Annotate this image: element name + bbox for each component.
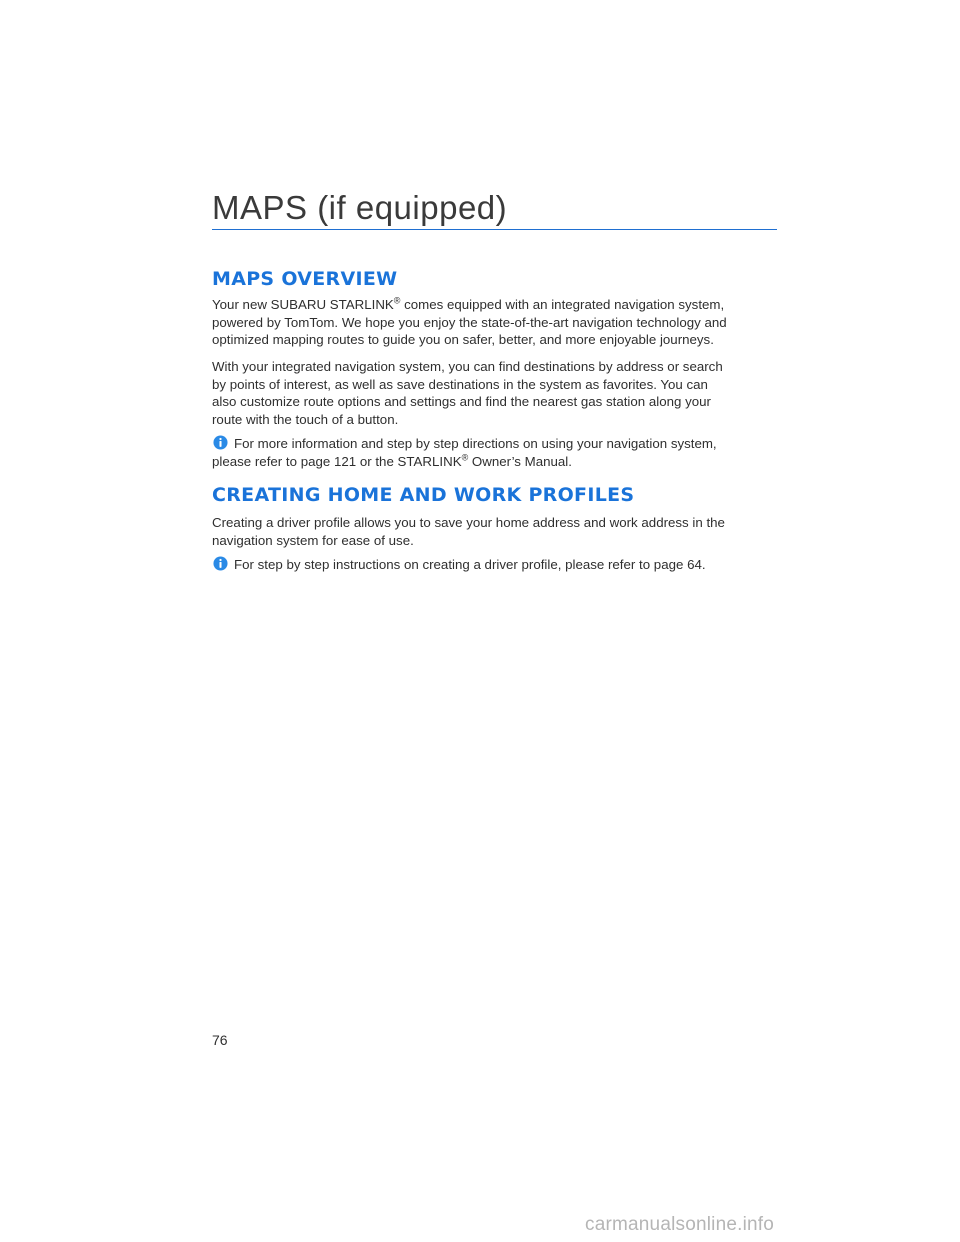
- paragraph-features: With your integrated navigation system, you can find destinations by address or search by points of interest, as well as save destinations in the system as favorites. You can also customize route options and settings and find the nearest gas station along your route with the touch of a button.: [212, 359, 723, 427]
- paragraph-intro-text: Your new SUBARU STARLINK: [212, 297, 394, 312]
- paragraph-intro: [212, 296, 732, 349]
- note-navigation-text-cont: Owner’s Manual.: [468, 453, 572, 469]
- registered-mark: ®: [393, 295, 401, 306]
- paragraph-driver-profile: Creating a driver profile allows you to save your home address and work address in the navigation system for ease of use.: [212, 515, 725, 548]
- note-navigation-info: [212, 435, 732, 470]
- page-title: MAPS (if equipped): [212, 189, 508, 226]
- info-icon: [213, 556, 228, 571]
- page-number: 76: [212, 1032, 228, 1048]
- paragraph-intro-text-cont: comes equipped with an integrated navigation system, powered by TomTom. We hope you enjoy the state-of-the-art navigation technology and optimized mapping routes to guide you on safer, better, and more enjoyable journeys.: [212, 297, 727, 347]
- note-driver-profile-text: For step by step instructions on creating a driver profile, please refer to page 64.: [234, 557, 706, 572]
- watermark: carmanualsonline.info: [585, 1214, 775, 1235]
- section-heading-home-work-profiles: CREATING HOME AND WORK PROFILES: [212, 484, 635, 506]
- note-driver-profile: [212, 556, 732, 574]
- title-divider: [212, 229, 777, 230]
- info-icon: [213, 435, 228, 450]
- section-heading-maps-overview: MAPS OVERVIEW: [212, 268, 398, 290]
- registered-mark: ®: [461, 452, 469, 463]
- note-navigation-text: For more information and step by step directions on using your navigation system, please refer to page 121 or the STARLINK: [212, 436, 717, 469]
